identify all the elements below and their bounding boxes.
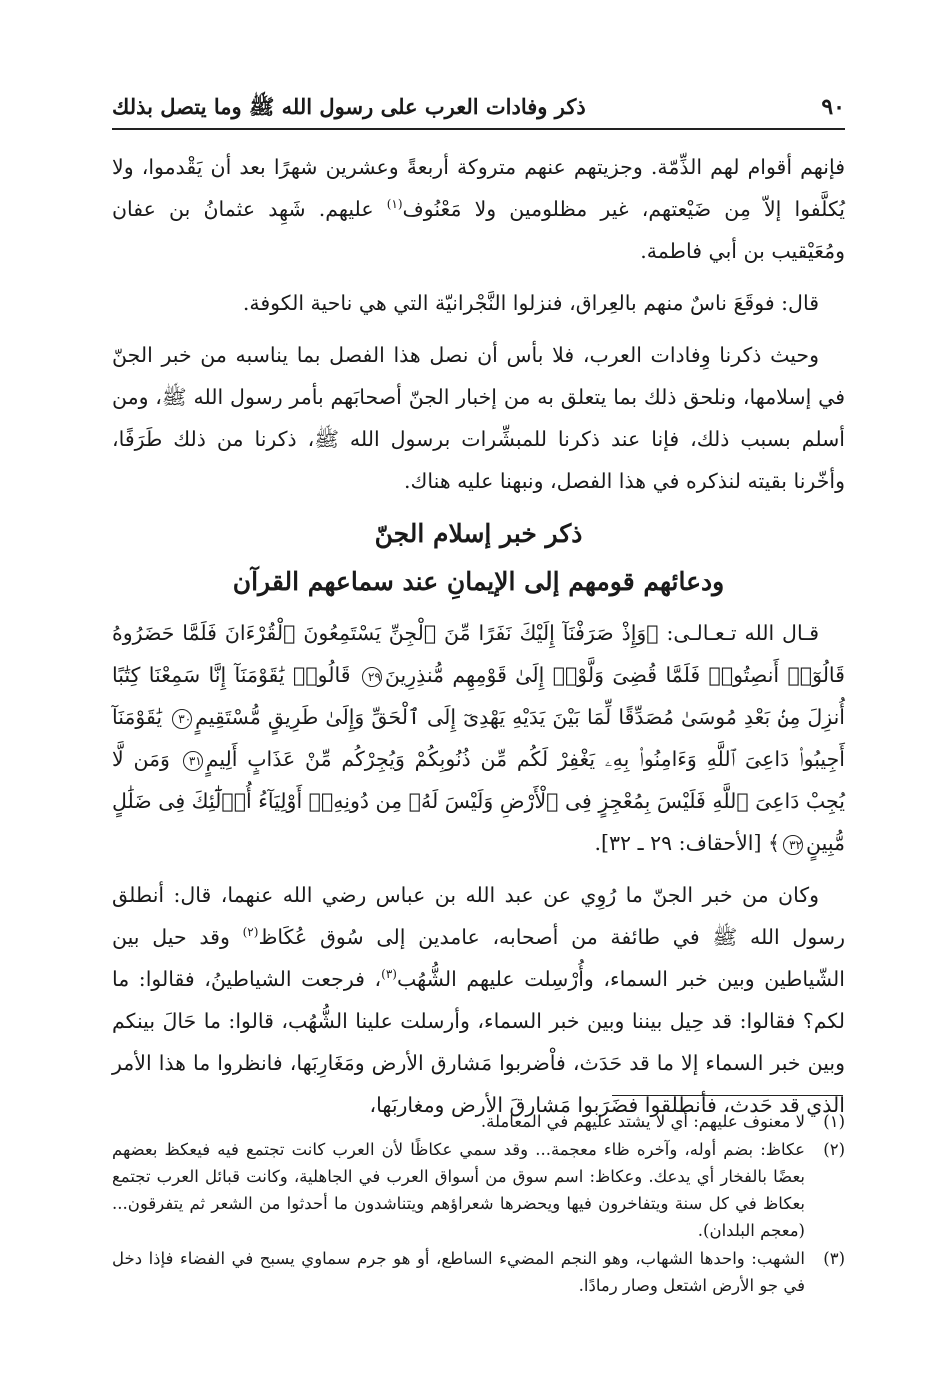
paragraph-4 — [112, 874, 845, 1126]
footnote-number: (٣) — [823, 1249, 845, 1268]
quran-verse-29: ﴿وَإِذْ صَرَفْنَآ إِلَيْكَ نَفَرًا مِّنَ ٱلْجِنِّ يَسْتَمِعُونَ ٱلْقُرْءَانَ فَلَمَّا حَضَرُوهُ قَالُوٓا۟ أَنصِتُوا۟ فَلَمَّا قُضِىَ وَلَّوْا۟ إِلَىٰ قَوْمِهِم مُّنذِرِينَ — [112, 621, 845, 687]
quran-verse-32: وَمَن لَّا يُجِبْ دَاعِىَ ٱللَّهِ فَلَيْسَ بِمُعْجِزٍ فِى ٱلْأَرْضِ وَلَيْسَ لَهُۥ مِن دُونِهِۦٓ أَوْلِيَآءُ أُو۟لَٰٓئِكَ فِى ضَلَٰلٍ مُّبِينٍ — [112, 747, 845, 855]
quran-verse-31: يَٰقَوْمَنَآ أَجِيبُوا۟ دَاعِىَ ٱللَّهِ وَءَامِنُوا۟ بِهِۦ يَغْفِرْ لَكُم مِّن ذُنُوبِكُمْ وَيُجِرْكُم مِّنْ عَذَابٍ أَلِيمٍ — [112, 705, 845, 771]
footnote-number: (١) — [823, 1112, 845, 1131]
main-text — [112, 146, 845, 1126]
footnote-2 — [112, 1136, 845, 1244]
paragraph-4-text-a: وكان من خبر الجنّ ما رُوِي عن عبد الله بن عباس رضي الله عنهما، قال: أنطلق رسول الله ﷺ في طائفة من أصحابه، عامدين إلى سُوق عُكَاظ — [112, 883, 845, 949]
quran-citation: ﴾ [الأحقاف: ٢٩ ـ ٣٢]. — [594, 831, 781, 855]
footnote-text: لا معنوف عليهم: أي لا يشتد عليهم في المعاملة. — [480, 1112, 805, 1131]
paragraph-4-text-c: ، فرجعت الشياطينُ، فقالوا: ما لكم؟ فقالوا: قد حِيل بيننا وبين خبر السماء، وأرسلت علينا الشُّهُب، قالوا: ما حَالَ بينكم وبين خبر السماء إلا ما قد حَدَث، فاْضربوا مَشارق الأرض ومَغَارِبَها، فانظروا ما هذا الأمر الذي قد حَدث، فأنطلقوا فضَرَبوا مَشارقَ الأرض ومغاربَها، — [112, 967, 845, 1117]
page-header — [112, 94, 845, 130]
running-title: ذكر وفادات العرب على رسول الله ﷺ وما يتصل بذلك — [112, 94, 586, 119]
footnote-number: (٢) — [823, 1140, 845, 1159]
footnote-ref-2: (٢) — [242, 925, 259, 940]
paragraph-1-text: فإنهم أقوام لهم الذِّمّة. وجزيتهم عنهم متروكة أربعةً وعشرين شهرًا بعد أن يَقْدموا، ولا يُكلَّفوا إلاّ مِن ضَيْعتهم، غير مظلومين ولا مَعْنُوف — [112, 155, 845, 221]
footnote-3 — [112, 1245, 845, 1299]
section-heading: ذكر خبر إسلام الجنّ — [374, 519, 583, 548]
footnote-text: عكاظ: بضم أوله، وآخره ظاء معجمة... وقد سمي عكاظًا لأن العرب كانت تجتمع فيه فيعكظ بعضهم بعضًا بالفخار أي يدعك. وعكاظ: اسم سوق من أسواق العرب في الجاهلية، وكانت قبائل العرب تجتمع بعكاظ في كل سنة ويتفاخرون فيها ويحضرها شعراؤهم ويتناشدون ما أحدثوا من الشعر ثم يتفرقون... (معجم البلدان). — [112, 1140, 805, 1240]
footnotes — [112, 1108, 845, 1300]
footnote-1 — [112, 1108, 845, 1135]
paragraph-1 — [112, 146, 845, 272]
paragraph-2: قال: فوقَعَ ناسٌ منهم بالعِراق، فنزلوا النَّجْرانيّة التي هي ناحية الكوفة. — [242, 291, 819, 315]
footnote-ref-3: (٣) — [381, 967, 397, 982]
paragraph-1-tail: عليهم. شَهِد عثمانُ بن عفان ومُعَيْقيب بن أبي فاطمة. — [112, 197, 845, 263]
verse-number-marker: ٣٠ — [172, 709, 192, 729]
quran-intro: قـال الله تـعـالـى: — [658, 621, 820, 645]
paragraph-3: وحيث ذكرنا وِفادات العرب، فلا بأس أن نصل هذا الفصل بما يناسبه من خبر الجنّ في إسلامها، ونلحق ذلك بما يتعلق به من إخبار الجنّ أصحابَهم بأمر رسول الله ﷺ، ومن أسلم بسبب ذلك، فإنا عند ذكرنا للمبشِّرات برسول الله ﷺ، ذكرنا من ذلك طَرَفًا، وأخّرنا بقيته لنذكره في هذا الفصل، ونبهنا عليه هناك. — [112, 343, 845, 493]
quran-passage — [112, 612, 845, 864]
footnote-text: الشهب: واحدها الشهاب، وهو النجم المضيء الساطع، أو هو جرم سماوي يسبح في الفضاء فإذا دخل في جو الأرض اشتعل وصار رمادًا. — [112, 1249, 805, 1295]
page-number: ٩٠ — [821, 94, 845, 120]
quran-verse-30: قَالُوا۟ يَٰقَوْمَنَآ إِنَّا سَمِعْنَا كِتَٰبًا أُنزِلَ مِنۢ بَعْدِ مُوسَىٰ مُصَدِّقًا لِّمَا بَيْنَ يَدَيْهِ يَهْدِىٓ إِلَى ٱلْحَقِّ وَإِلَىٰ طَرِيقٍ مُّسْتَقِيمٍ — [112, 663, 845, 729]
footnote-ref-1: (١) — [386, 197, 403, 212]
paragraph-4-text-b: وقد حيل بين الشّياطين وبين خبر السماء، وأُرْسِلت عليهم الشُّهُب — [112, 925, 845, 991]
section-subheading: ودعائهم قومهم إلى الإيمانِ عند سماعهم القرآن — [232, 567, 725, 596]
verse-number-marker: ٢٩ — [362, 667, 382, 687]
verse-number-marker: ٣٢ — [783, 835, 803, 855]
verse-number-marker: ٣١ — [183, 751, 203, 771]
footnote-divider — [612, 1095, 843, 1096]
